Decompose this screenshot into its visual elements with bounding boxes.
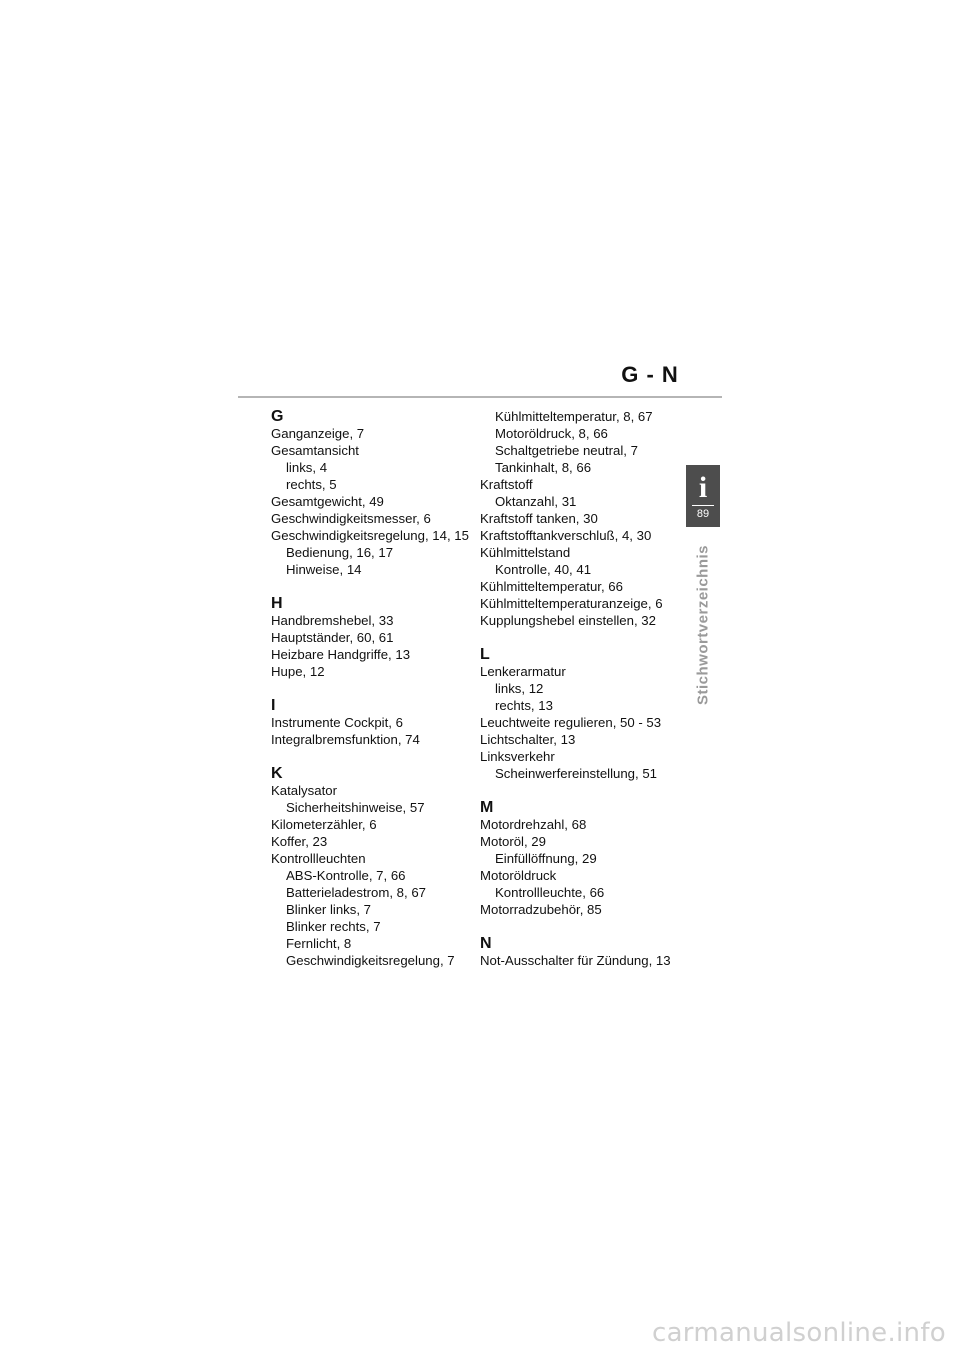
index-entry: Instrumente Cockpit, 6 [271, 715, 403, 730]
index-subentry: Sicherheitshinweise, 57 [286, 800, 425, 815]
section-letter: H [271, 595, 283, 612]
index-section [480, 408, 690, 629]
index-entry: Kühlmittelstand [480, 545, 571, 560]
section-label: Stichwortverzeichnis [694, 544, 712, 706]
index-entry: Motoröldruck [480, 868, 557, 883]
section-letter: M [480, 799, 494, 816]
index-entry: Kühlmitteltemperatur, 66 [480, 579, 623, 594]
section-tab [686, 465, 720, 527]
index-subentry: Geschwindigkeitsregelung, 7 [286, 953, 455, 968]
index-entry: Kraftstoff [480, 477, 533, 492]
index-subentry: Batterieladestrom, 8, 67 [286, 885, 427, 900]
index-section [271, 595, 481, 680]
index-entry: Motorradzubehör, 85 [480, 902, 602, 917]
section-letter: L [480, 646, 490, 663]
index-entry: Kraftstofftankverschluß, 4, 30 [480, 528, 652, 543]
index-entry: Handbremshebel, 33 [271, 613, 394, 628]
index-entry: Integralbremsfunktion, 74 [271, 732, 420, 747]
index-subentry: ABS-Kontrolle, 7, 66 [286, 868, 406, 883]
index-subentry: Tankinhalt, 8, 66 [495, 460, 592, 475]
section-letter: N [480, 935, 492, 952]
index-subentry: Blinker links, 7 [286, 902, 372, 917]
index-subentry: Oktanzahl, 31 [495, 494, 577, 509]
index-subentry: Fernlicht, 8 [286, 936, 352, 951]
index-entry: Lichtschalter, 13 [480, 732, 576, 747]
section-letter: G [271, 408, 284, 425]
index-subentry: links, 12 [495, 681, 544, 696]
index-subentry: Kontrollleuchte, 66 [495, 885, 605, 900]
index-column-right [480, 408, 690, 986]
index-section [271, 697, 481, 748]
index-entry: Hupe, 12 [271, 664, 325, 679]
index-entry: Katalysator [271, 783, 337, 798]
index-subentry: Schaltgetriebe neutral, 7 [495, 443, 638, 458]
index-entry: Kontrollleuchten [271, 851, 366, 866]
index-subentry: Kontrolle, 40, 41 [495, 562, 592, 577]
index-entry: Motordrehzahl, 68 [480, 817, 587, 832]
watermark: carmanualsonline.info [651, 1318, 946, 1348]
index-entry: Gesamtansicht [271, 443, 359, 458]
index-section [271, 408, 481, 578]
index-column-left [271, 408, 481, 986]
index-entry: Lenkerarmatur [480, 664, 566, 679]
index-entry: Heizbare Handgriffe, 13 [271, 647, 411, 662]
index-entry: Kühlmitteltemperaturanzeige, 6 [480, 596, 663, 611]
info-icon: i [698, 471, 708, 504]
section-letter: K [271, 765, 283, 782]
index-entry: Geschwindigkeitsregelung, 14, 15 [271, 528, 469, 543]
index-entry: Motoröl, 29 [480, 834, 546, 849]
index-section [480, 935, 690, 969]
index-entry: Kilometerzähler, 6 [271, 817, 377, 832]
index-subentry: links, 4 [286, 460, 328, 475]
index-entry: Hauptständer, 60, 61 [271, 630, 394, 645]
index-subentry: Einfüllöffnung, 29 [495, 851, 597, 866]
index-subentry: Scheinwerfereinstellung, 51 [495, 766, 658, 781]
index-subentry: Blinker rechts, 7 [286, 919, 381, 934]
index-subentry: Kühlmitteltemperatur, 8, 67 [495, 409, 653, 424]
page-title: G - N [621, 362, 679, 387]
section-letter: I [271, 697, 276, 714]
index-entry: Kupplungshebel einstellen, 32 [480, 613, 656, 628]
index-entry: Leuchtweite regulieren, 50 - 53 [480, 715, 662, 730]
index-subentry: rechts, 5 [286, 477, 337, 492]
index-entry: Gesamtgewicht, 49 [271, 494, 384, 509]
index-section [271, 765, 481, 969]
page-number: 89 [696, 508, 710, 520]
index-subentry: rechts, 13 [495, 698, 553, 713]
index-entry: Koffer, 23 [271, 834, 328, 849]
index-entry: Kraftstoff tanken, 30 [480, 511, 598, 526]
index-entry: Geschwindigkeitsmesser, 6 [271, 511, 431, 526]
index-subentry: Bedienung, 16, 17 [286, 545, 394, 560]
index-subentry: Motoröldruck, 8, 66 [495, 426, 608, 441]
index-entry: Not-Ausschalter für Zündung, 13 [480, 953, 671, 968]
heading-divider [238, 396, 722, 398]
index-entry: Linksverkehr [480, 749, 555, 764]
index-entry: Ganganzeige, 7 [271, 426, 365, 441]
index-subentry: Hinweise, 14 [286, 562, 362, 577]
index-section [480, 646, 690, 782]
tab-divider [692, 505, 714, 506]
index-section [480, 799, 690, 918]
